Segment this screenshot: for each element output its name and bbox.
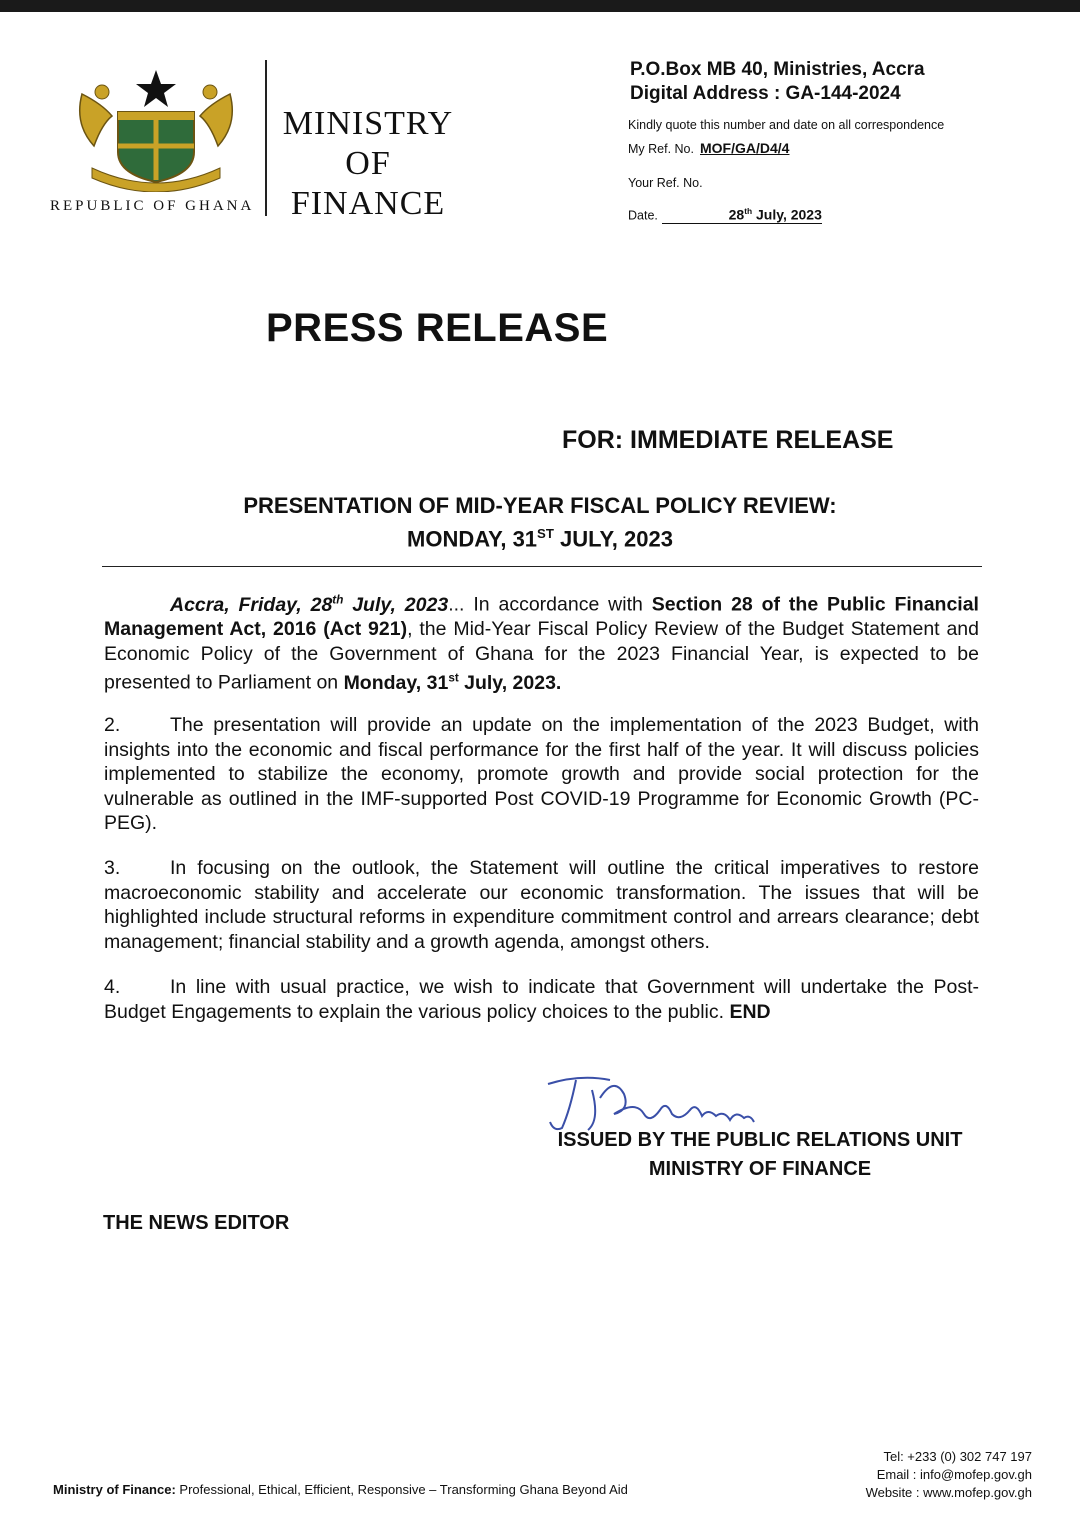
- my-ref-label: My Ref. No.: [628, 142, 694, 156]
- news-editor-label: THE NEWS EDITOR: [103, 1212, 290, 1234]
- top-scan-border: [0, 0, 1080, 12]
- issued-line-1: ISSUED BY THE PUBLIC RELATIONS UNIT: [557, 1129, 963, 1151]
- paragraph-3: [104, 856, 979, 954]
- dateline-year: July, 2023: [343, 593, 449, 616]
- footer-motto-label: Ministry of Finance:: [53, 1482, 176, 1497]
- immediate-release-label: FOR: IMMEDIATE RELEASE: [562, 426, 894, 454]
- my-ref-value: MOF/GA/D4/4: [700, 140, 790, 156]
- p1-date: Monday, 31: [343, 671, 449, 694]
- date-sup: th: [744, 206, 753, 216]
- date-rest: July, 2023: [752, 206, 822, 223]
- paragraph-1: [104, 588, 979, 695]
- title-line-2: [100, 520, 980, 553]
- p4-text: In line with usual practice, we wish to indicate that Government will undertake the Post-Budget Engagements to explain the various policy choices to the public.: [104, 976, 979, 1023]
- title-line-1: PRESENTATION OF MID-YEAR FISCAL POLICY REVIEW:: [243, 493, 837, 518]
- p4-number: 4.: [104, 976, 121, 998]
- ghana-coat-of-arms-icon: [72, 64, 240, 192]
- p3-number: 3.: [104, 857, 121, 879]
- pobox: P.O.Box MB 40, Ministries, Accra: [630, 59, 925, 80]
- footer-email: Email : info@mofep.gov.gh: [876, 1467, 1032, 1482]
- p2-number: 2.: [104, 714, 121, 736]
- dateline: Accra, Friday, 28: [170, 593, 333, 616]
- title-rule: [102, 566, 982, 567]
- title-date-post: JULY, 2023: [553, 526, 673, 552]
- p1-date-rest: July, 2023.: [458, 671, 562, 694]
- footer-motto-text: Professional, Ethical, Efficient, Responsive – Transforming Ghana Beyond Aid: [175, 1482, 628, 1497]
- document-title: [100, 492, 980, 553]
- footer-motto: [53, 1482, 628, 1497]
- date-value: [662, 206, 822, 224]
- postal-address: [630, 58, 925, 106]
- my-ref: [628, 140, 789, 156]
- p1-act-reference: Section 28 of the Public Financial Management Act, 2016 (Act 921): [104, 593, 979, 640]
- p1-text-1: ... In accordance with: [448, 593, 652, 616]
- footer-tel: Tel: +233 (0) 302 747 197: [883, 1449, 1032, 1464]
- paragraph-2: [104, 713, 979, 836]
- footer-contact: [866, 1448, 1032, 1502]
- ministry-line-1: MINISTRY: [282, 105, 454, 142]
- signature-icon: [540, 1070, 770, 1134]
- republic-of-ghana-label: REPUBLIC OF GHANA: [50, 198, 255, 214]
- date-label: Date.: [628, 208, 658, 223]
- footer-website: Website : www.mofep.gov.gh: [865, 1485, 1032, 1500]
- p2-text: The presentation will provide an update on the implementation of the 2023 Budget, with insights into the economic and fiscal performance for the first half of the year. It will discuss policies implemented to stabilize the economy, promote growth and provide social protection for the vulnerable as outlined in the IMF-supported Post COVID-19 Programme for Economic Growth (PC-PEG).: [104, 714, 979, 834]
- press-release-heading: PRESS RELEASE: [266, 306, 609, 350]
- end-marker: END: [729, 1000, 771, 1023]
- quote-note: Kindly quote this number and date on all correspondence: [628, 118, 945, 132]
- title-date-pre: MONDAY, 31: [407, 526, 538, 552]
- paragraph-4: [104, 975, 979, 1024]
- dateline-sup: th: [332, 593, 344, 606]
- p3-text: In focusing on the outlook, the Statement will outline the critical imperatives to restore macroeconomic stability and accelerate our economic transformation. The issues that will be highlighted include structural reforms in expenditure commitment control and arrears clearance; debt management; financial stability and a growth agenda, amongst others.: [104, 857, 979, 953]
- letter-date: [628, 206, 822, 224]
- issued-line-2: MINISTRY OF FINANCE: [648, 1158, 872, 1180]
- title-date-sup: ST: [537, 526, 554, 541]
- ministry-name: [276, 104, 460, 224]
- p1-date-sup: st: [448, 671, 459, 684]
- date-day: 28: [728, 206, 745, 223]
- p1-text-2: , the Mid-Year Fiscal Policy Review of the Budget Statement and Economic Policy of the Government of Ghana for the 2023 Financial Year, is expected to be presented to Parliament on: [104, 618, 979, 694]
- digital-address: Digital Address : GA-144-2024: [630, 83, 901, 104]
- issued-by-block: [480, 1126, 1040, 1184]
- ministry-line-2: OF: [345, 145, 391, 182]
- ministry-line-3: FINANCE: [290, 185, 446, 222]
- header-divider: [265, 60, 267, 216]
- your-ref-label: Your Ref. No.: [628, 176, 703, 190]
